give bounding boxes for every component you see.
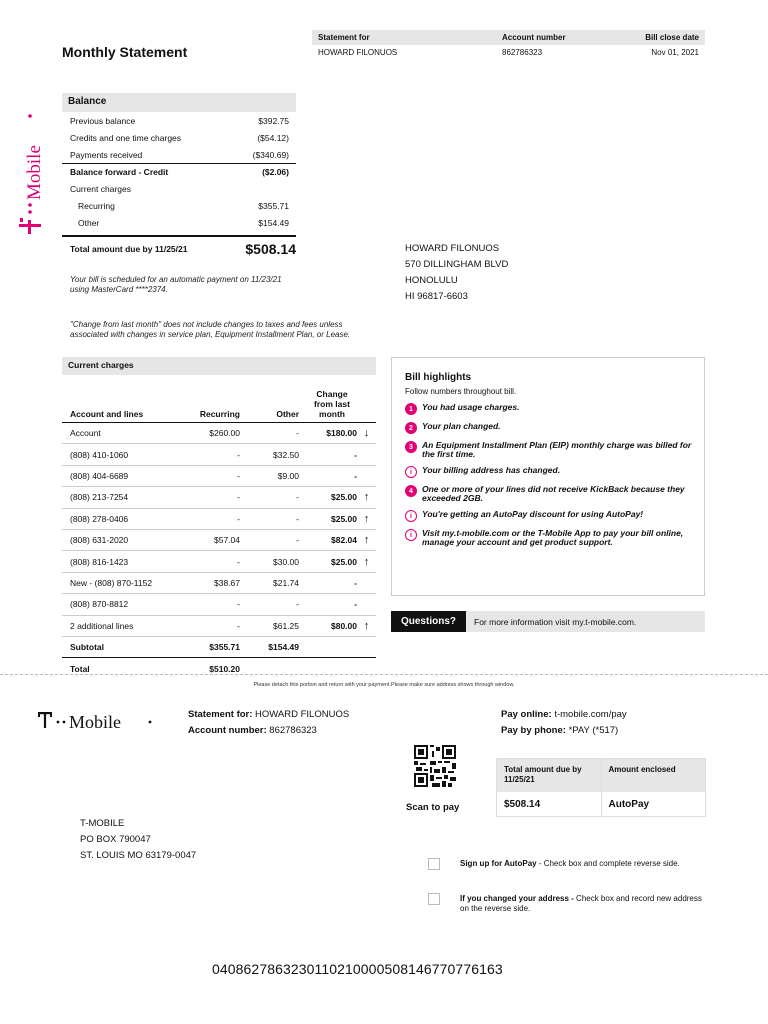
scan-to-pay-label: Scan to pay [406, 802, 460, 813]
arrow-up-icon: ↑ [363, 534, 370, 547]
balance-row [62, 129, 296, 146]
statement-for-label: Statement for [318, 33, 370, 42]
line-name: (808) 410-1060 [70, 449, 129, 460]
table-header [62, 375, 376, 423]
pay-online-label: Pay online: [501, 709, 552, 720]
statement-for-value: HOWARD FILONUOS [318, 48, 398, 57]
balance-forward-label: Balance forward - Credit [70, 167, 169, 177]
arrow-up-icon: ↑ [363, 491, 370, 504]
stub-statement-for [188, 707, 349, 723]
col-recurring: Recurring [199, 409, 240, 419]
balance-row-value: ($340.69) [252, 149, 289, 160]
address-line: HOWARD FILONUOS [405, 243, 500, 254]
table-row [62, 594, 376, 615]
number-badge-icon: 2 [405, 422, 417, 434]
line-change: $25.00 [331, 556, 357, 567]
table-row [62, 509, 376, 530]
pay-online-link[interactable]: t-mobile.com/pay [554, 709, 627, 720]
remit-address [80, 816, 196, 864]
address-change-checkbox[interactable] [428, 893, 440, 905]
pay-phone-value: *PAY (*517) [568, 725, 619, 736]
address-line: HONOLULU [405, 275, 458, 286]
stub-account-number-label: Account number: [188, 725, 267, 736]
header-values [312, 45, 705, 60]
pay-online [501, 707, 627, 723]
total-row [62, 658, 376, 679]
arrow-up-icon: ↑ [363, 619, 370, 632]
change-note: "Change from last month" does not include changes to taxes and fees unless associated with changes in service plan, Equipment Installment Plan, or Lease. [70, 320, 351, 339]
account-number-value: 862786323 [502, 48, 543, 57]
subtotal-recurring: $355.71 [209, 642, 240, 653]
current-charges-row [62, 180, 296, 197]
total-recurring: $510.20 [209, 663, 240, 674]
bill-highlights-subtitle: Follow numbers throughout bill. [405, 387, 517, 396]
current-charges-heading: Current charges [62, 357, 376, 375]
highlight-item [405, 529, 694, 547]
arrow-up-icon: ↑ [363, 555, 370, 568]
remit-line: T-MOBILE [80, 818, 125, 829]
bill-close-date-value: Nov 01, 2021 [651, 48, 699, 57]
col-account: Account and lines [70, 409, 144, 419]
address-change-bold: If you changed your address - [460, 894, 574, 903]
line-name: New - (808) 870-1152 [70, 577, 153, 588]
autopay-signup-detail: - Check box and complete reverse side. [536, 859, 680, 868]
autopay-signup-text [460, 859, 680, 868]
line-name: Account [70, 428, 101, 439]
other-value: $154.49 [258, 217, 289, 228]
autopay-checkbox[interactable] [428, 858, 440, 870]
table-row [62, 530, 376, 551]
page-title: Monthly Statement [62, 44, 188, 60]
line-recurring: - [237, 599, 240, 610]
mailing-address [405, 241, 508, 305]
amount-enclosed-value[interactable]: AutoPay [608, 799, 650, 810]
account-number-label: Account number [502, 33, 566, 42]
line-change: - [354, 470, 357, 481]
line-change: $180.00 [326, 428, 357, 439]
highlight-text: Your plan changed. [422, 421, 501, 431]
line-change: $80.00 [331, 620, 357, 631]
number-badge-icon: 3 [405, 441, 417, 453]
highlight-text: An Equipment Installment Plan (EIP) monthly charge was billed for the first time. [422, 440, 692, 459]
highlight-text: You're getting an AutoPay discount for using AutoPay! [422, 509, 644, 519]
statement-header [312, 30, 705, 60]
line-recurring: - [237, 470, 240, 481]
header-labels [312, 30, 705, 45]
questions-label: Questions? [391, 611, 466, 632]
qr-code-icon[interactable] [414, 745, 456, 787]
amount-enclosed-box [601, 759, 706, 816]
balance-row-value: $392.75 [258, 115, 289, 126]
line-name: 2 additional lines [70, 620, 134, 631]
balance-section [62, 93, 296, 257]
autopay-signup-bold: Sign up for AutoPay [460, 859, 537, 868]
line-other: - [296, 492, 299, 503]
line-change: - [354, 599, 357, 610]
highlight-item [405, 510, 694, 522]
info-icon: i [405, 466, 417, 478]
stub-statement-for-label: Statement for: [188, 709, 253, 720]
questions-bar [391, 611, 705, 632]
questions-text: For more information visit my.t-mobile.com. [474, 616, 637, 627]
highlight-text: One or more of your lines did not receive KickBack because they exceeded 2GB. [422, 484, 685, 503]
line-other: $30.00 [273, 556, 299, 567]
line-name: (808) 278-0406 [70, 513, 129, 524]
stub-account-number [188, 723, 349, 739]
line-other: - [296, 428, 299, 439]
current-charges-table [62, 357, 376, 680]
line-recurring: - [237, 620, 240, 631]
highlight-item [405, 466, 694, 478]
stub-account-info [188, 707, 349, 739]
highlight-item [405, 441, 694, 459]
micr-line: 0408627863230110210000508146770776163 [212, 961, 503, 977]
remit-line: ST. LOUIS MO 63179-0047 [80, 850, 197, 861]
highlight-list [405, 403, 694, 547]
pay-phone [501, 723, 627, 739]
other-label: Other [78, 217, 100, 228]
bill-close-date-label: Bill close date [645, 33, 699, 42]
subtotal-label: Subtotal [70, 642, 104, 653]
line-other: $9.00 [277, 470, 299, 481]
address-change-detail: Check box and record new address on the reverse side. [460, 894, 702, 913]
table-row [62, 466, 376, 487]
balance-row-label: Previous balance [70, 115, 136, 126]
pay-options [501, 707, 627, 739]
highlight-item [405, 485, 694, 503]
recurring-row [62, 197, 296, 214]
other-row [62, 214, 296, 231]
subtotal-other: $154.49 [268, 642, 299, 653]
balance-heading: Balance [62, 93, 296, 112]
tmobile-logo-horizontal [36, 708, 156, 734]
remit-line: PO BOX 790047 [80, 834, 151, 845]
line-other: $61.25 [273, 620, 299, 631]
line-recurring: $260.00 [209, 428, 240, 439]
line-name: (808) 631-2020 [70, 535, 129, 546]
highlight-text: You had usage charges. [422, 402, 520, 412]
line-other: $21.74 [273, 577, 299, 588]
line-recurring: $38.67 [214, 577, 240, 588]
line-change: - [354, 449, 357, 460]
col-other: Other [276, 409, 299, 419]
total-due-value: $508.14 [245, 241, 296, 257]
arrow-up-icon: ↑ [363, 512, 370, 525]
balance-forward-value: ($2.06) [262, 167, 289, 177]
balance-forward-row [62, 163, 296, 180]
line-recurring: - [237, 513, 240, 524]
address-line: 570 DILLINGHAM BLVD [405, 259, 509, 270]
table-row [62, 487, 376, 508]
balance-row-value: ($54.12) [257, 132, 289, 143]
balance-row-label: Payments received [70, 149, 143, 160]
line-name: (808) 870-8812 [70, 599, 129, 610]
stub-total-due-label: Total amount due by 11/25/21 [497, 759, 601, 792]
address-change-text [460, 894, 710, 914]
line-other: $32.50 [273, 449, 299, 460]
detach-note: Please detach this portion and return with your payment.Please make sure address shows through window. [253, 682, 515, 688]
subtotal-row [62, 637, 376, 658]
table-row [62, 444, 376, 465]
stub-statement-for-value: HOWARD FILONUOS [255, 709, 350, 720]
line-other: - [296, 599, 299, 610]
table-row [62, 423, 376, 444]
info-icon: i [405, 529, 417, 541]
address-line: HI 96817-6603 [405, 291, 468, 302]
svg-text:Mobile: Mobile [24, 145, 45, 200]
amount-enclosed-label: Amount enclosed [602, 759, 706, 792]
highlight-text: Visit my.t-mobile.com or the T-Mobile App to pay your bill online, manage your account and get product support. [422, 528, 684, 547]
pay-phone-label: Pay by phone: [501, 725, 566, 736]
table-row [62, 616, 376, 637]
balance-row [62, 112, 296, 129]
table-row [62, 573, 376, 594]
line-name: (808) 213-7254 [70, 492, 129, 503]
highlight-item [405, 403, 694, 415]
line-name: (808) 816-1423 [70, 556, 129, 567]
total-label: Total [70, 663, 90, 674]
stub-total-due-value: $508.14 [504, 799, 541, 810]
arrow-down-icon: ↓ [363, 427, 370, 440]
autopay-note: Your bill is scheduled for an automatic payment on 11/23/21 using MasterCard ****2374. [70, 275, 282, 294]
balance-row-label: Credits and one time charges [70, 132, 182, 143]
line-name: (808) 404-6689 [70, 470, 129, 481]
total-due-box [497, 759, 601, 816]
line-recurring: - [237, 449, 240, 460]
info-icon: i [405, 510, 417, 522]
recurring-label: Recurring [78, 200, 115, 211]
line-change: $25.00 [331, 513, 357, 524]
highlight-text: Your billing address has changed. [422, 465, 561, 475]
line-change: - [354, 577, 357, 588]
col-change: Change from last month [314, 389, 350, 419]
tmobile-logo-vertical [14, 108, 52, 240]
line-change: $82.04 [331, 535, 357, 546]
line-other: - [296, 535, 299, 546]
total-due-label: Total amount due by 11/25/21 [70, 244, 188, 254]
total-due-row [62, 235, 296, 257]
highlight-item [405, 422, 694, 434]
number-badge-icon: 4 [405, 485, 417, 497]
line-change: $25.00 [331, 492, 357, 503]
line-recurring: - [237, 492, 240, 503]
bill-highlights-title: Bill highlights [405, 372, 472, 383]
line-recurring: $57.04 [214, 535, 240, 546]
amount-box [496, 758, 706, 817]
bill-highlights [391, 357, 705, 596]
detach-line [0, 674, 768, 675]
current-charges-label: Current charges [70, 183, 131, 194]
recurring-value: $355.71 [258, 200, 289, 211]
table-body [62, 423, 376, 637]
line-other: - [296, 513, 299, 524]
line-recurring: - [237, 556, 240, 567]
table-row [62, 551, 376, 572]
svg-text:Mobile: Mobile [69, 712, 121, 732]
number-badge-icon: 1 [405, 403, 417, 415]
balance-row [62, 146, 296, 163]
stub-account-number-value: 862786323 [269, 725, 317, 736]
